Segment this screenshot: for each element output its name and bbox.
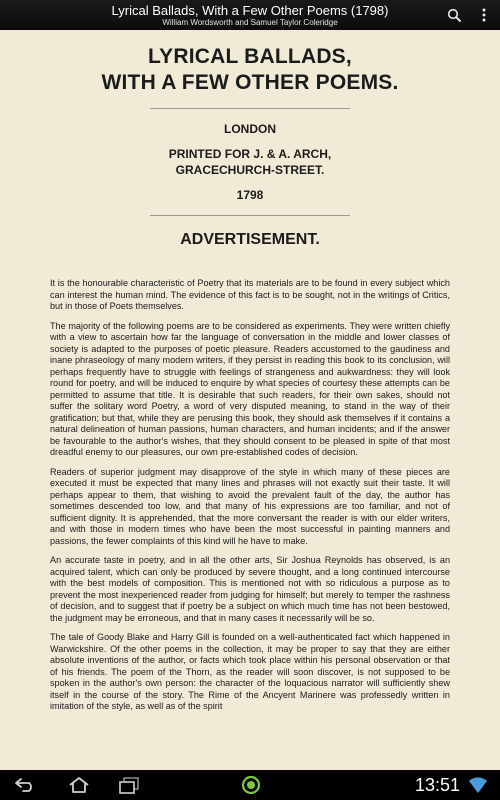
body-text [50,278,450,713]
section-heading: ADVERTISEMENT. [180,231,320,248]
book-title-header: Lyrical Ballads, With a Few Other Poems (1798) [111,2,389,18]
status-clock: 13:51 [414,775,460,795]
app-title-bar [0,0,500,30]
imprint-printer-line-1: PRINTED FOR J. & A. ARCH, [168,147,332,161]
book-title [50,44,450,96]
imprint-year: 1798 [236,188,264,202]
home-icon[interactable] [68,775,90,795]
search-icon[interactable] [446,7,462,23]
book-title-line-2: WITH A FEW OTHER POEMS. [101,71,399,94]
menu-icon[interactable] [476,7,492,23]
divider [150,215,350,216]
paragraph: Readers of superior judgment may disapprove of the style in which many of these pieces are executed it must be expected that many lines and phrases will not exactly suit their taste. It will perhaps appear to them, that wishing to avoid the prevalent fault of the day, the author has sometimes descended too low, and that many of his expressions are too familiar, and not of sufficient dignity. It is apprehended, that the more conversant the reader is with our elder writers, and with those in modern times who have been the most successful in painting manners and passions, the fewer complaints of this kind will he have to make. [50,466,450,546]
paragraph: The majority of the following poems are to be considered as experiments. They were written chiefly with a view to ascertain how far the language of conversation in the middle and lower classes of society is adapted to the purposes of poetic pleasure. Readers accustomed to the gaudiness and inane phraseology of many modern writers, if they persist in reading this book to its conclusion, will perhaps frequently have to struggle with feelings of strangeness and aukwardness: they will look round for poetry, and will be induced to enquire by what species of courtesy these attempts can be permitted to assume that title. It is desirable that such readers, for their own sakes, should not suffer the solitary word Poetry, a word of very disputed meaning, to stand in the way of their gratification; but that, while they are perusing this book, they should ask themselves if it contains a natural delineation of human passions, human characters, and human incidents; and if the answer be favourable to the author's wishes, that they should consent to be pleased in spite of that most dreadful enemy to our pleasures, our own pre-established codes of decision. [50,320,450,457]
recent-apps-icon[interactable] [118,775,140,795]
book-author-header: William Wordsworth and Samuel Taylor Coleridge [162,17,338,27]
divider [150,108,350,109]
wifi-icon [468,776,488,794]
imprint-printer-line-2: GRACECHURCH-STREET. [175,163,325,177]
system-navigation-bar [0,770,500,800]
paragraph: It is the honourable characteristic of Poetry that its materials are to be found in every subject which can interest the human mind. The evidence of this fact is to be sought, not in the writings of Critics, but in those of Poets themselves. [50,278,450,311]
back-icon[interactable] [14,775,36,795]
paragraph: An accurate taste in poetry, and in all the other arts, Sir Joshua Reynolds has observed, is an acquired talent, which can only be produced by severe thought, and a long continued intercourse with the best models of composition. This is mentioned not with so ridiculous a purpose as to prevent the most inexperienced reader from judging for himself; but merely to temper the rashness of decision, and to suggest that if poetry be a subject on which much time has not been bestowed, the judgment may be erroneous, and that in many cases it necessarily will be so. [50,555,450,623]
app-notification-icon[interactable] [240,775,262,795]
book-title-line-1: LYRICAL BALLADS, [148,45,352,68]
imprint-city: LONDON [224,122,276,136]
reader-page[interactable] [0,30,500,770]
paragraph: The tale of Goody Blake and Harry Gill is founded on a well-authenticated fact which happened in Warwickshire. Of the other poems in the collection, it may be proper to say that they are either absolute inventions of the author, or facts which took place within his personal observation or that of his friends. The poem of the Thorn, as the reader will soon discover, is not supposed to be spoken in the author's own person: the character of the loquacious narrator will sufficiently shew itself in the course of the story. The Rime of the Ancyent Marinere was professedly written in imitation of the style, as well as of the spirit [50,632,450,711]
